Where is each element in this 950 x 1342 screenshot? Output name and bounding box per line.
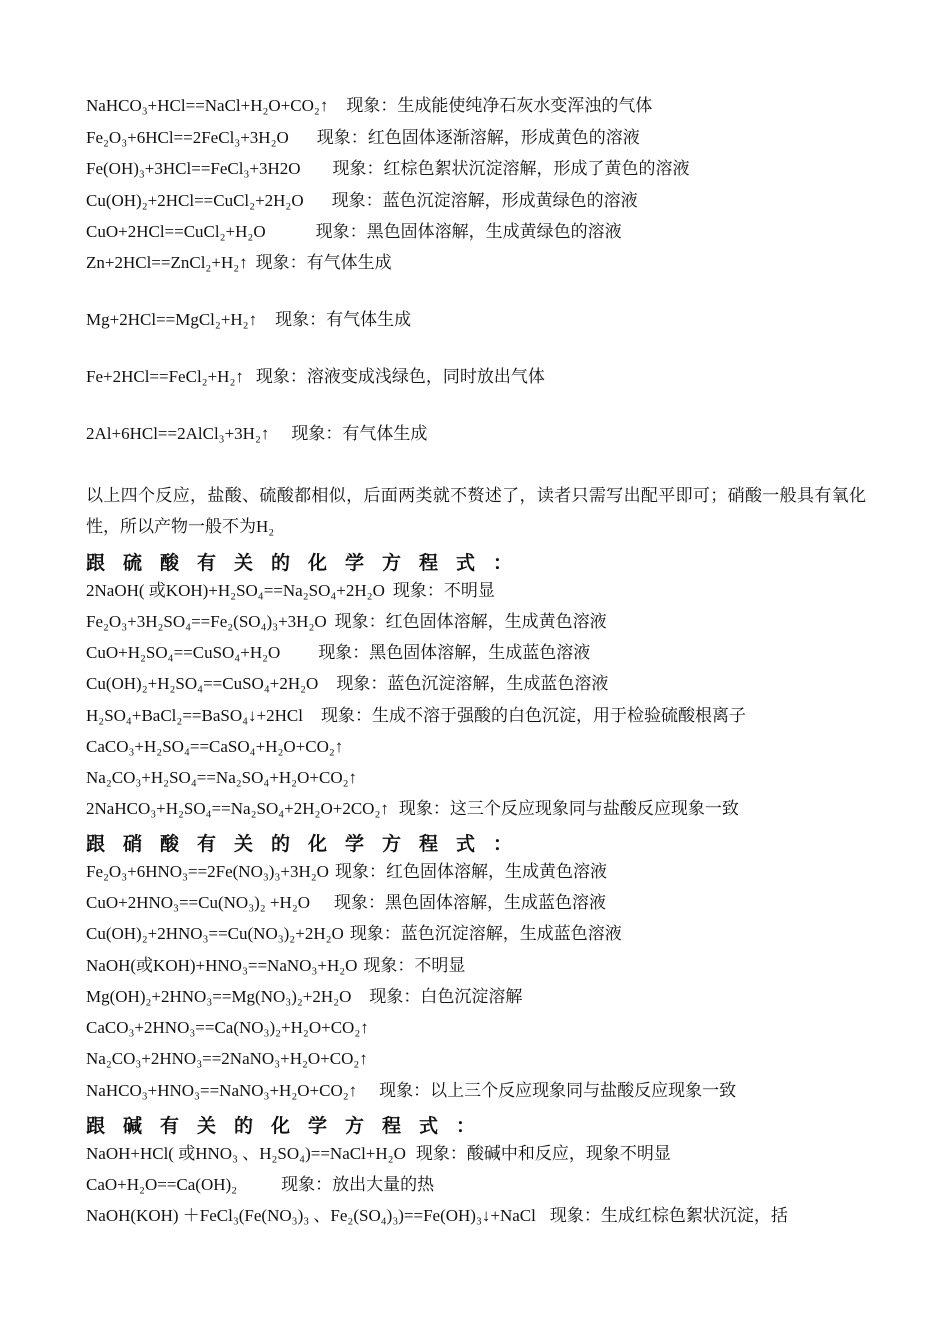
- equation-line: [86, 1205, 788, 1227]
- observation-text: 现象：有气体生成: [255, 253, 392, 272]
- observation-text: 现象：黑色固体溶解，生成蓝色溶液: [318, 643, 591, 662]
- equation-text: 2NaHCO₃+H₂SO₄==Na₂SO₄+2H₂O+2CO₂↑: [86, 799, 389, 818]
- equation-text: Cu(OH)₂+2HNO₃==Cu(NO₃)₂+2H₂O: [86, 924, 344, 943]
- equation-text: Na₂CO₃+H₂SO₄==Na₂SO₄+H₂O+CO₂↑: [86, 768, 358, 787]
- equation-line: [86, 705, 746, 727]
- equation-line: [86, 923, 622, 945]
- equation-line: [86, 892, 606, 914]
- base-heading: 跟碱有关的化学方程式：: [86, 1115, 494, 1137]
- equation-text: Cu(OH)₂+H₂SO₄==CuSO₄+2H₂O: [86, 674, 319, 693]
- observation-text: 现象：黑色固体溶解，生成黄绿色的溶液: [315, 222, 622, 241]
- observation-text: 现象：蓝色沉淀溶解，生成蓝色溶液: [349, 924, 622, 943]
- equation-line: [86, 736, 343, 758]
- observation-text: 现象：黑色固体溶解，生成蓝色溶液: [334, 893, 607, 912]
- equation-line: [86, 1017, 369, 1039]
- observation-text: 现象：有气体生成: [291, 424, 428, 443]
- equation-text: NaOH(KOH) ＋FeCl₃(Fe(NO₃)₃ 、Fe₂(SO₄)₃)==Fe(OH)₃↓+NaCl: [86, 1206, 536, 1225]
- equation-text: 2Al+6HCl==2AlCl₃+3H₂↑: [86, 424, 270, 443]
- equation-line: [86, 1048, 368, 1070]
- equation-line: [86, 767, 357, 789]
- equation-line: [86, 673, 608, 695]
- equation-line: [86, 642, 590, 664]
- observation-text: 现象：蓝色沉淀溶解，生成蓝色溶液: [336, 674, 609, 693]
- equation-text: CuO+2HNO₃==Cu(NO₃)₂ +H₂O: [86, 893, 311, 912]
- observation-text: 现象：生成红棕色絮状沉淀，括: [549, 1206, 788, 1225]
- equation-text: Na₂CO₃+2HNO₃==2NaNO₃+H₂O+CO₂↑: [86, 1049, 368, 1068]
- equation-line: [86, 1174, 434, 1196]
- equation-text: CaCO₃+2HNO₃==Ca(NO₃)₂+H₂O+CO₂↑: [86, 1018, 369, 1037]
- hno3-heading: 跟硝酸有关的化学方程式：: [86, 833, 531, 855]
- equation-text: CuO+H₂SO₄==CuSO₄+H₂O: [86, 643, 281, 662]
- equation-line: [86, 1143, 671, 1165]
- equation-line: [86, 798, 739, 820]
- observation-text: 现象：蓝色沉淀溶解，形成黄绿色的溶液: [331, 191, 638, 210]
- equation-text: Zn+2HCl==ZnCl₂+H₂↑: [86, 253, 248, 272]
- observation-text: 现象：酸碱中和反应，现象不明显: [415, 1144, 671, 1163]
- note-paragraph: 以上四个反应，盐酸、硫酸都相似，后面两类就不赘述了，读者只需写出配平即可；硝酸一般具有氧化性，所以产物一般不为H₂: [86, 486, 866, 536]
- observation-text: 现象：以上三个反应现象同与盐酸反应现象一致: [379, 1081, 737, 1100]
- observation-text: 现象：溶液变成浅绿色，同时放出气体: [255, 367, 545, 386]
- equation-line: [86, 221, 622, 243]
- equation-line: [86, 158, 690, 180]
- h2so4-heading: 跟硫酸有关的化学方程式：: [86, 552, 531, 574]
- observation-text: 现象：白色沉淀溶解: [369, 987, 523, 1006]
- equation-text: CaO+H₂O==Ca(OH)₂: [86, 1175, 238, 1194]
- equation-text: Fe₂O₃+3H₂SO₄==Fe₂(SO₄)₃+3H₂O: [86, 612, 327, 631]
- observation-text: 现象：红色固体逐渐溶解，形成黄色的溶液: [316, 128, 640, 147]
- equation-text: 2NaOH( 或KOH)+H₂SO₄==Na₂SO₄+2H₂O: [86, 581, 385, 600]
- equation-text: CaCO₃+H₂SO₄==CaSO₄+H₂O+CO₂↑: [86, 737, 344, 756]
- observation-text: 现象：生成不溶于强酸的白色沉淀，用于检验硫酸根离子: [320, 706, 746, 725]
- equation-line: [86, 127, 640, 149]
- observation-text: 现象：红棕色絮状沉淀溶解，形成了黄色的溶液: [332, 159, 690, 178]
- equation-text: CuO+2HCl==CuCl₂+H₂O: [86, 222, 266, 241]
- observation-text: 现象：生成能使纯净石灰水变浑浊的气体: [346, 96, 653, 115]
- equation-line: [86, 190, 638, 212]
- equation-text: NaOH+HCl( 或HNO₃ 、H₂SO₄)==NaCl+H₂O: [86, 1144, 406, 1163]
- observation-text: 现象：不明显: [363, 956, 466, 975]
- equation-line: [86, 423, 427, 445]
- equation-text: Fe₂O₃+6HCl==2FeCl₃+3H₂O: [86, 128, 289, 147]
- observation-text: 现象：不明显: [392, 581, 495, 600]
- observation-text: 现象：这三个反应现象同与盐酸反应现象一致: [398, 799, 739, 818]
- equation-line: [86, 861, 607, 883]
- equation-line: [86, 309, 411, 331]
- equation-text: Fe(OH)₃+3HCl==FeCl₃+3H2O: [86, 159, 301, 178]
- equation-text: Mg+2HCl==MgCl₂+H₂↑: [86, 310, 258, 329]
- equation-line: [86, 580, 495, 602]
- equation-line: [86, 986, 522, 1008]
- equation-text: H₂SO₄+BaCl₂==BaSO₄↓+2HCl: [86, 706, 303, 725]
- equation-line: [86, 955, 465, 977]
- equation-text: NaHCO₃+HNO₃==NaNO₃+H₂O+CO₂↑: [86, 1081, 358, 1100]
- equation-text: Mg(OH)₂+2HNO₃==Mg(NO₃)₂+2H₂O: [86, 987, 352, 1006]
- equation-text: Fe₂O₃+6HNO₃==2Fe(NO₃)₃+3H₂O: [86, 862, 329, 881]
- equation-text: NaHCO₃+HCl==NaCl+H₂O+CO₂↑: [86, 96, 329, 115]
- observation-text: 现象：有气体生成: [275, 310, 412, 329]
- observation-text: 现象：红色固体溶解，生成黄色溶液: [334, 862, 607, 881]
- equation-line: [86, 1080, 736, 1102]
- observation-text: 现象：红色固体溶解，生成黄色溶液: [334, 612, 607, 631]
- equation-line: [86, 95, 652, 117]
- equation-line: [86, 252, 392, 274]
- equation-text: Cu(OH)₂+2HCl==CuCl₂+2H₂O: [86, 191, 304, 210]
- equation-text: Fe+2HCl==FeCl₂+H₂↑: [86, 367, 244, 386]
- equation-line: [86, 611, 607, 633]
- equation-text: NaOH(或KOH)+HNO₃==NaNO₃+H₂O: [86, 956, 358, 975]
- observation-text: 现象：放出大量的热: [281, 1175, 435, 1194]
- equation-line: [86, 366, 545, 388]
